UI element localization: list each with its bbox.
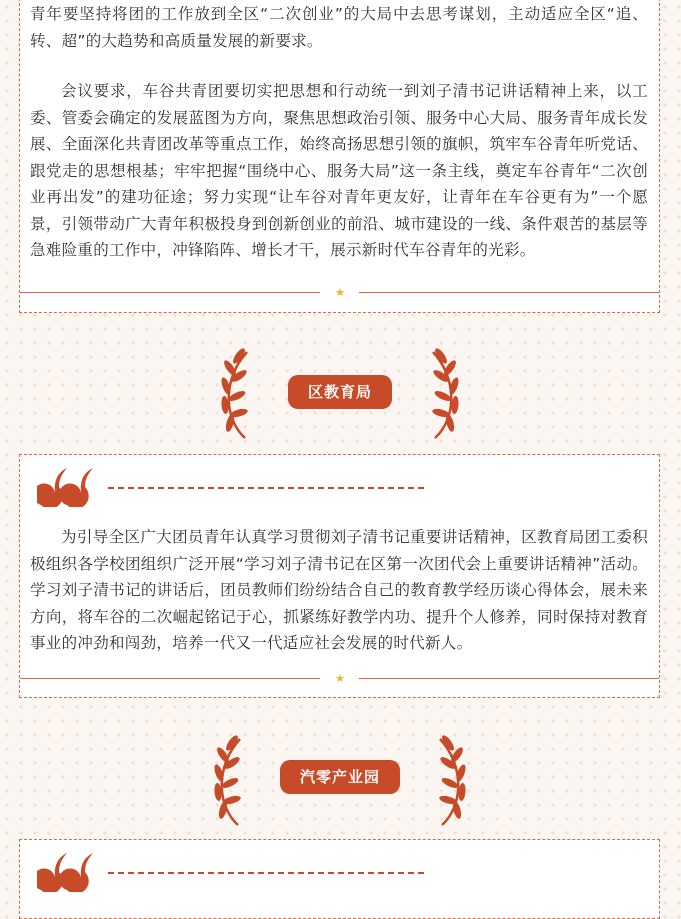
quote-mark-icon	[37, 852, 95, 892]
card-1-divider-left	[20, 292, 320, 293]
laurel-right-icon	[432, 735, 472, 827]
article-card-3	[19, 839, 660, 919]
card-1-divider-right	[359, 292, 659, 293]
card-2-divider-right	[359, 678, 659, 679]
star-icon: ★	[335, 286, 345, 299]
laurel-left-icon	[215, 348, 255, 440]
card-2-divider-left	[20, 678, 320, 679]
section-badge-2: 汽零产业园	[280, 760, 400, 794]
article-card-2	[19, 454, 660, 698]
star-icon: ★	[335, 672, 345, 685]
quote-dash-line	[108, 872, 424, 874]
section-badge-1: 区教育局	[288, 375, 392, 409]
card-2-paragraph: 为引导全区广大团员青年认真学习贯彻刘子清书记重要讲话精神，区教育局团工委积极组织各学校团组织广泛开展“学习刘子清书记在区第一次团代会上重要讲话精神”活动。学习刘子清书记的讲话后，团员教师们纷纷结合自己的教育教学经历谈心得体会，展未来方向，将车谷的二次崛起铭记于心，抓紧练好教学内功、提升个人修养，同时保持对教育事业的冲劲和闯劲，培养一代又一代适应社会发展的时代新人。	[30, 528, 648, 652]
article-card-1	[19, 0, 660, 313]
card-1-text	[30, 1, 648, 264]
quote-dash-line	[108, 487, 424, 489]
laurel-right-icon	[425, 348, 465, 440]
card-1-paragraph-2: 会议要求，车谷共青团要切实把思想和行动统一到刘子清书记讲话精神上来，以工委、管委会确定的发展蓝图为方向，聚焦思想政治引领、服务中心大局、服务青年成长发展、全面深化共青团改革等重点工作，始终高扬思想引领的旗帜，筑牢车谷青年听党话、跟党走的思想根基；牢牢把握“围绕中心、服务大局”这一条主线，奠定车谷青年“二次创业再出发”的建功征途；努力实现“让车谷对青年更友好，让青年在车谷更有为”一个愿景，引领带动广大青年积极投身到创新创业的前沿、城市建设的一线、条件艰苦的基层等急难险重的工作中，冲锋陷阵、增长才干，展示新时代车谷青年的光彩。	[30, 82, 648, 259]
laurel-left-icon	[208, 735, 248, 827]
card-1-paragraph-1: 青年要坚持将团的工作放到全区“二次创业”的大局中去思考谋划，主动适应全区“追、转、超”的大趋势和高质量发展的新要求。	[30, 5, 648, 50]
quote-mark-icon	[37, 467, 95, 507]
